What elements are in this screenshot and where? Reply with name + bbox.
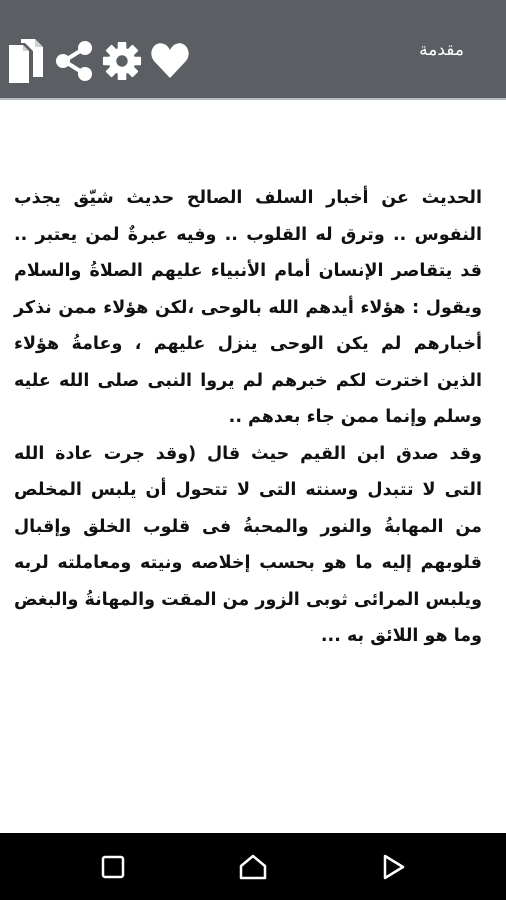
system-navigation-bar <box>0 833 506 900</box>
home-icon[interactable] <box>233 847 273 887</box>
recent-apps-icon[interactable] <box>93 847 133 887</box>
gear-icon[interactable] <box>102 36 142 86</box>
heart-icon[interactable] <box>150 36 190 86</box>
copy-icon[interactable] <box>6 36 46 86</box>
paragraph: وقد صدق ابن القيم حيث قال (وقد جرت عادة الله التى لا تتبدل وسنته التى لا تتحول أن يلبس المخلص من المهابةُ والنور والمحبةُ فى قلوب الخلق وإقبال قلوبهم إليه ما هو بحسب إخلاصه ونيته ومعاملته لربه ويلبس المرائى ثوبى الزور من المقت والمهانةُ والبغض وما هو اللائق به ... <box>14 443 482 646</box>
app-bar <box>0 0 506 100</box>
paragraph: الحديث عن أخبار السلف الصالح حديث شيّق يجذب النفوس .. وترق له القلوب .. وفيه عبرةٌ لمن يعتبر .. قد يتقاصر الإنسان أمام الأنبياء عليهم الصلاةُ والسلام ويقول : هؤلاء أيدهم الله بالوحى ،لكن هؤلاء ممن نذكر أخبارهم لم يكن الوحى ينزل عليهم ، وعامةُ هؤلاء الذين اخترت لكم خبرهم لم يروا النبى صلى الله عليه وسلم وإنما ممن جاء بعدهم .. <box>14 188 482 427</box>
toolbar-actions <box>6 36 190 86</box>
share-icon[interactable] <box>54 36 94 86</box>
page-title: مقدمة <box>419 40 464 60</box>
article-body <box>14 180 482 655</box>
back-icon[interactable] <box>373 847 413 887</box>
